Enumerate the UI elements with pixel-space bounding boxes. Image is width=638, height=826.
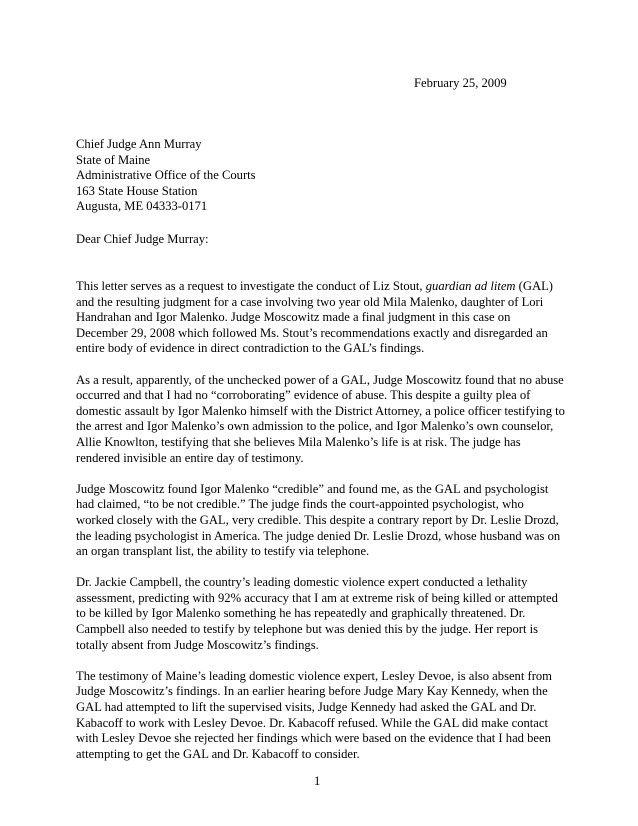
text-line: GAL had attempted to lift the supervised visits, Judge Kennedy had asked the GAL and Dr. [76, 700, 537, 715]
text-line: Dr. Jackie Campbell, the country’s leading domestic violence expert conducted a lethality [76, 575, 528, 590]
text-line: The testimony of Maine’s leading domestic violence expert, Lesley Devoe, is also absent from [76, 668, 552, 683]
paragraph-2 [76, 373, 568, 467]
text-line: to be killed by Igor Malenko something he has repeatedly and graphically threatened. Dr. [76, 606, 526, 621]
address-line: 163 State House Station [76, 183, 198, 198]
letter-date: February 25, 2009 [414, 76, 507, 90]
address-line: Chief Judge Ann Murray [76, 137, 202, 151]
address-line: Augusta, ME 04333-0171 [76, 199, 208, 214]
text-line [76, 279, 568, 295]
text-line: the arrest and Igor Malenko’s own admission to the police, and Igor Malenko’s own counselor, [76, 419, 554, 434]
text-line: with Lesley Devoe she rejected her findings which were based on the evidence that I had been [76, 731, 551, 746]
paragraph-5 [76, 669, 568, 763]
text-line: an organ transplant list, the ability to testify via telephone. [76, 544, 370, 559]
text-line: had claimed, “to be not credible.” The judge finds the court-appointed psychologist, who [76, 497, 524, 512]
text-line: and the resulting judgment for a case involving two year old Mila Malenko, daughter of Lori [76, 294, 544, 309]
text-line: entire body of evidence in direct contradiction to the GAL’s findings. [76, 341, 425, 356]
salutation: Dear Chief Judge Murray: [76, 232, 209, 246]
text-line: Kabacoff to work with Lesley Devoe. Dr. Kabacoff refused. While the GAL did make contact [76, 715, 548, 730]
text-line: Judge Moscowitz’s findings. In an earlier hearing before Judge Mary Kay Kennedy, when the [76, 684, 548, 699]
text-segment: (GAL) [515, 279, 553, 293]
text-segment: This letter serves as a request to investigate the conduct of Liz Stout, [76, 279, 426, 293]
paragraph-4 [76, 575, 568, 653]
text-line: Campbell also needed to testify by telephone but was denied this by the judge. Her report is [76, 622, 539, 637]
text-line: domestic assault by Igor Malenko himself with the District Attorney, a police officer testifying to [76, 403, 565, 418]
text-line: December 29, 2008 which followed Ms. Stout’s recommendations exactly and disregarded an [76, 325, 548, 340]
text-line: worked closely with the GAL, very credible. This despite a contrary report by Dr. Leslie Drozd, [76, 512, 559, 527]
page-number: 1 [314, 774, 321, 788]
text-line: rendered invisible an entire day of testimony. [76, 450, 304, 465]
text-line: totally absent from Judge Moscowitz’s findings. [76, 637, 319, 652]
text-line: occurred and that I had no “corroborating” evidence of abuse. This despite a guilty plea of [76, 388, 531, 403]
italic-term: guardian ad litem [425, 279, 516, 293]
text-line: assessment, predicting with 92% accuracy that I am at extreme risk of being killed or attempted [76, 590, 558, 605]
text-line: attempting to get the GAL and Dr. Kabacoff to consider. [76, 746, 360, 761]
recipient-address [76, 137, 256, 215]
address-line: State of Maine [76, 152, 151, 167]
text-line: Judge Moscowitz found Igor Malenko “credible” and found me, as the GAL and psychologist [76, 481, 549, 496]
paragraph-1 [76, 279, 568, 357]
paragraph-3 [76, 482, 568, 560]
text-line: the leading psychologist in America. The judge denied Dr. Leslie Drozd, whose husband was on [76, 528, 561, 543]
text-line: As a result, apparently, of the unchecked power of a GAL, Judge Moscowitz found that no abuse [76, 372, 564, 387]
letter-body [76, 279, 568, 778]
text-line: Allie Knowlton, testifying that she believes Mila Malenko’s life is at risk. The judge has [76, 434, 521, 449]
address-line: Administrative Office of the Courts [76, 168, 256, 183]
text-line: Handrahan and Igor Malenko. Judge Moscowitz made a final judgment in this case on [76, 310, 511, 325]
